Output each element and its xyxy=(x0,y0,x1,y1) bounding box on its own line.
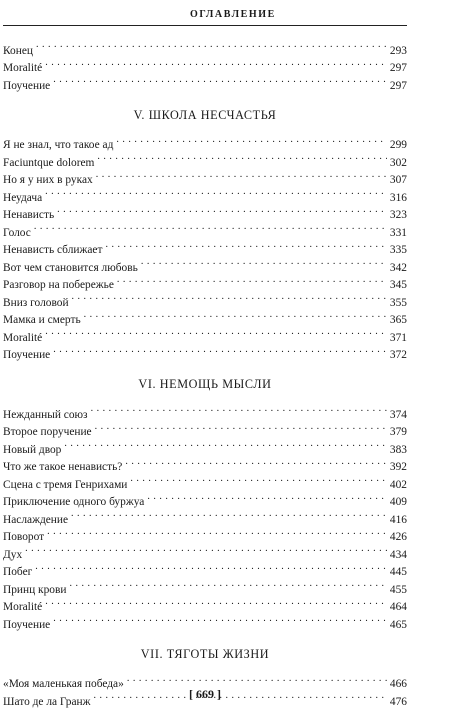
dot-leader xyxy=(125,453,387,471)
table-of-contents xyxy=(3,36,407,705)
toc-section xyxy=(3,400,407,628)
running-header: ОГЛАВЛЕНИЕ xyxy=(0,9,466,20)
entry-title: Поучение xyxy=(3,78,50,96)
entry-page: 416 xyxy=(390,512,407,530)
entry-title: Faciuntque dolorem xyxy=(3,155,94,173)
toc-entry xyxy=(3,36,407,54)
entry-page: 365 xyxy=(390,312,407,330)
entry-title: Нежданный союз xyxy=(3,407,88,425)
dot-leader xyxy=(45,183,387,201)
entry-title: Ненависть xyxy=(3,207,54,225)
entry-page: 383 xyxy=(390,442,407,460)
section-title: VII. ТЯГОТЫ ЖИЗНИ xyxy=(3,643,407,665)
dot-leader xyxy=(45,54,387,72)
toc-entry xyxy=(3,558,407,576)
toc-entry xyxy=(3,54,407,72)
toc-entry xyxy=(3,341,407,359)
dot-leader xyxy=(117,271,387,289)
entry-page: 372 xyxy=(390,347,407,365)
entry-title: Moralité xyxy=(3,330,42,348)
entry-page: 342 xyxy=(390,260,407,278)
entry-title: Дух xyxy=(3,547,22,565)
entry-page: 355 xyxy=(390,295,407,313)
entry-title: Поучение xyxy=(3,347,50,365)
toc-entry xyxy=(3,400,407,418)
entry-title: Вниз головой xyxy=(3,295,69,313)
entry-title: Неудача xyxy=(3,190,42,208)
dot-leader xyxy=(130,470,387,488)
toc-entry xyxy=(3,540,407,558)
dot-leader xyxy=(141,253,387,271)
entry-page: 455 xyxy=(390,582,407,600)
dot-leader xyxy=(127,670,387,688)
entry-page: 297 xyxy=(390,60,407,78)
toc-entry xyxy=(3,435,407,453)
entry-page: 323 xyxy=(390,207,407,225)
entry-page: 465 xyxy=(390,617,407,635)
dot-leader xyxy=(34,218,387,236)
toc-entry xyxy=(3,236,407,254)
entry-page: 402 xyxy=(390,477,407,495)
entry-title: Вот чем становится любовь xyxy=(3,260,138,278)
entry-title: Разговор на побережье xyxy=(3,277,114,295)
dot-leader xyxy=(71,505,387,523)
dot-leader xyxy=(53,71,387,89)
dot-leader xyxy=(147,488,387,506)
entry-title: Но я у них в руках xyxy=(3,172,93,190)
entry-page: 297 xyxy=(390,78,407,96)
entry-title: Moralité xyxy=(3,599,42,617)
entry-page: 299 xyxy=(390,137,407,155)
entry-page: 331 xyxy=(390,225,407,243)
toc-entry xyxy=(3,670,407,688)
entry-page: 392 xyxy=(390,459,407,477)
entry-page: 293 xyxy=(390,43,407,61)
toc-entry xyxy=(3,183,407,201)
toc-entry xyxy=(3,201,407,219)
dot-leader xyxy=(36,36,387,54)
entry-title: Я не знал, что такое ад xyxy=(3,137,113,155)
dot-leader xyxy=(45,323,387,341)
dot-leader xyxy=(91,400,387,418)
dot-leader xyxy=(84,306,387,324)
dot-leader xyxy=(35,558,387,576)
toc-block-continued xyxy=(3,36,407,89)
dot-leader xyxy=(96,166,387,184)
entry-page: 379 xyxy=(390,424,407,442)
dot-leader xyxy=(69,575,386,593)
toc-section xyxy=(3,131,407,359)
entry-title: Голос xyxy=(3,225,31,243)
entry-page: 371 xyxy=(390,330,407,348)
toc-entry xyxy=(3,323,407,341)
entry-title: Шато де ла Гранж xyxy=(3,694,91,711)
entry-title: Побег xyxy=(3,564,32,582)
dot-leader xyxy=(64,435,387,453)
toc-entry xyxy=(3,523,407,541)
entry-page: 445 xyxy=(390,564,407,582)
entry-title: Конец xyxy=(3,43,33,61)
entry-title: Принц крови xyxy=(3,582,66,600)
dot-leader xyxy=(72,288,387,306)
entry-page: 316 xyxy=(390,190,407,208)
entry-title: Приключение одного буржуа xyxy=(3,494,144,512)
toc-entry xyxy=(3,610,407,628)
entry-title: Мамка и смерть xyxy=(3,312,81,330)
entry-title: Ненависть сближает xyxy=(3,242,102,260)
header-rule xyxy=(3,25,407,26)
toc-entry xyxy=(3,71,407,89)
entry-page: 464 xyxy=(390,599,407,617)
entry-title: Поучение xyxy=(3,617,50,635)
dot-leader xyxy=(57,201,387,219)
entry-title: Новый двор xyxy=(3,442,61,460)
dot-leader xyxy=(105,236,386,254)
entry-page: 409 xyxy=(390,494,407,512)
dot-leader xyxy=(95,418,387,436)
entry-title: Второе поручение xyxy=(3,424,92,442)
entry-page: 374 xyxy=(390,407,407,425)
dot-leader xyxy=(97,148,386,166)
toc-entry xyxy=(3,218,407,236)
entry-page: 302 xyxy=(390,155,407,173)
toc-entry xyxy=(3,593,407,611)
entry-title: Moralité xyxy=(3,60,42,78)
section-title: V. ШКОЛА НЕСЧАСТЬЯ xyxy=(3,104,407,126)
entry-page: 476 xyxy=(390,694,407,711)
entry-page: 434 xyxy=(390,547,407,565)
page-number: [ 669 ] xyxy=(0,687,407,702)
section-title: VI. НЕМОЩЬ МЫСЛИ xyxy=(3,373,407,395)
entry-title: «Моя маленькая победа» xyxy=(3,676,124,694)
entry-title: Что же такое ненависть? xyxy=(3,459,122,477)
dot-leader xyxy=(47,523,387,541)
dot-leader xyxy=(45,593,387,611)
dot-leader xyxy=(53,610,387,628)
entry-page: 307 xyxy=(390,172,407,190)
entry-title: Наслаждение xyxy=(3,512,68,530)
entry-page: 466 xyxy=(390,676,407,694)
entry-title: Поворот xyxy=(3,529,44,547)
entry-page: 335 xyxy=(390,242,407,260)
dot-leader xyxy=(116,131,387,149)
entry-title: Сцена с тремя Генрихами xyxy=(3,477,127,495)
entry-page: 345 xyxy=(390,277,407,295)
dot-leader xyxy=(53,341,387,359)
toc-entry xyxy=(3,453,407,471)
toc-entry xyxy=(3,131,407,149)
toc-entry xyxy=(3,575,407,593)
dot-leader xyxy=(25,540,387,558)
entry-page: 426 xyxy=(390,529,407,547)
